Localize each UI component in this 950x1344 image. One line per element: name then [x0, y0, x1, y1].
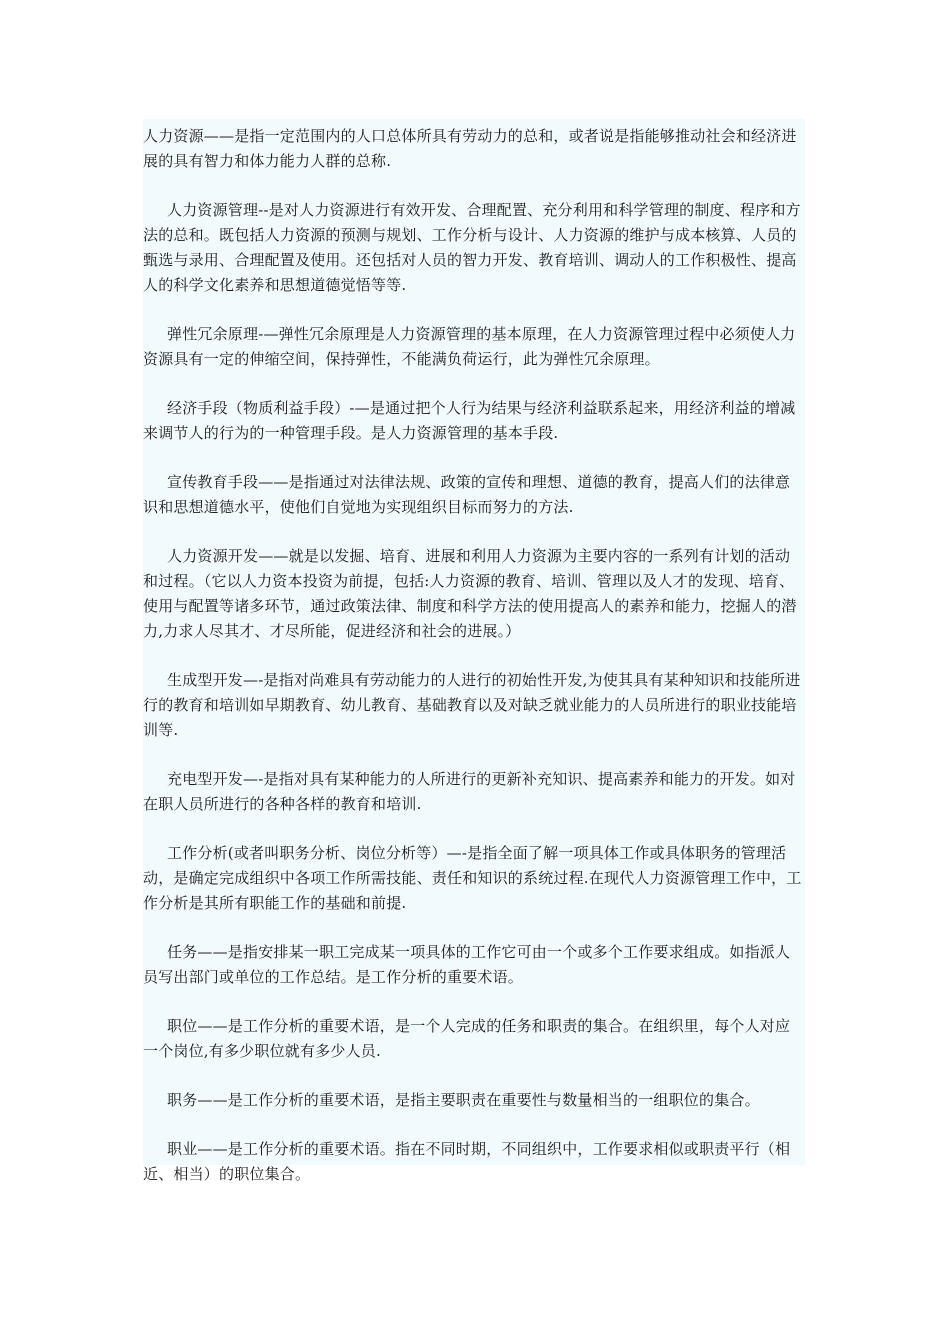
- paragraph-job-analysis: 工作分析(或者叫职务分析、岗位分析等）—-是指全面了解一项具体工作或具体职务的管理活动，是确定完成组织中各项工作所需技能、责任和知识的系统过程.在现代人力资源管理工作中，工作分析是其所有职能工作的基础和前提.: [143, 844, 802, 912]
- paragraph-human-resources: 人力资源——是指一定范围内的人口总体所具有劳动力的总和，或者说是指能够推动社会和经济进展的具有智力和体力能力人群的总称.: [143, 127, 797, 170]
- paragraph-position: 职位——是工作分析的重要术语，是一个人完成的任务和职责的集合。在组织里，每个人对应一个岗位,有多少职位就有多少人员.: [143, 1017, 791, 1060]
- paragraph-elastic-redundancy: 弹性冗余原理-—弹性冗余原理是人力资源管理的基本原理，在人力资源管理过程中必须使人力资源具有一定的伸缩空间，保持弹性，不能满负荷运行，此为弹性冗余原理。: [143, 325, 796, 368]
- paragraph-hr-development: 人力资源开发——就是以发掘、培育、进展和利用人力资源为主要内容的一系列有计划的活动和过程。（它以人力资本投资为前提，包括:人力资源的教育、培训、管理以及人才的发现、培育、使用与配置等诸多环节，通过政策法律、制度和科学方法的使用提高人的素养和能力，挖掘人的潜力,力求人尽其才、才尽所能，促进经济和社会的进展。）: [143, 547, 797, 640]
- paragraph-task: 任务——是指安排某一职工完成某一项具体的工作它可由一个或多个工作要求组成。如指派人员写出部门或单位的工作总结。是工作分析的重要术语。: [143, 943, 791, 986]
- paragraph-generative-development: 生成型开发—-是指对尚难具有劳动能力的人进行的初始性开发,为使其具有某种知识和技能所进行的教育和培训如早期教育、幼儿教育、基础教育以及对缺乏就业能力的人员所进行的职业技能培训等.: [143, 671, 801, 739]
- paragraph-education-means: 宣传教育手段——是指通过对法律法规、政策的宣传和理想、道德的教育，提高人们的法律意识和思想道德水平，使他们自觉地为实现组织目标而努力的方法.: [143, 473, 791, 516]
- paragraph-economic-means: 经济手段（物质利益手段）-—是通过把个人行为结果与经济利益联系起来，用经济利益的增减来调节人的行为的一种管理手段。是人力资源管理的基本手段.: [143, 399, 796, 442]
- document-body: [143, 119, 805, 1183]
- paragraph-hr-management: 人力资源管理--是对人力资源进行有效开发、合理配置、充分利用和科学管理的制度、程序和方法的总和。既包括人力资源的预测与规划、工作分析与设计、人力资源的维护与成本核算、人员的甄选与录用、合理配置及使用。还包括对人员的智力开发、教育培训、调动人的工作积极性、提高人的科学文化素养和思想道德觉悟等等.: [143, 201, 801, 294]
- paragraph-recharge-development: 充电型开发—-是指对具有某种能力的人所进行的更新补充知识、提高素养和能力的开发。如对在职人员所进行的各种各样的教育和培训.: [143, 770, 796, 813]
- paragraph-occupation: 职业——是工作分析的重要术语。指在不同时期，不同组织中，工作要求相似或职责平行（相近、相当）的职位集合。: [143, 1140, 791, 1183]
- paragraph-duty: 职务——是工作分析的重要术语，是指主要职责在重要性与数量相当的一组职位的集合。: [167, 1091, 760, 1109]
